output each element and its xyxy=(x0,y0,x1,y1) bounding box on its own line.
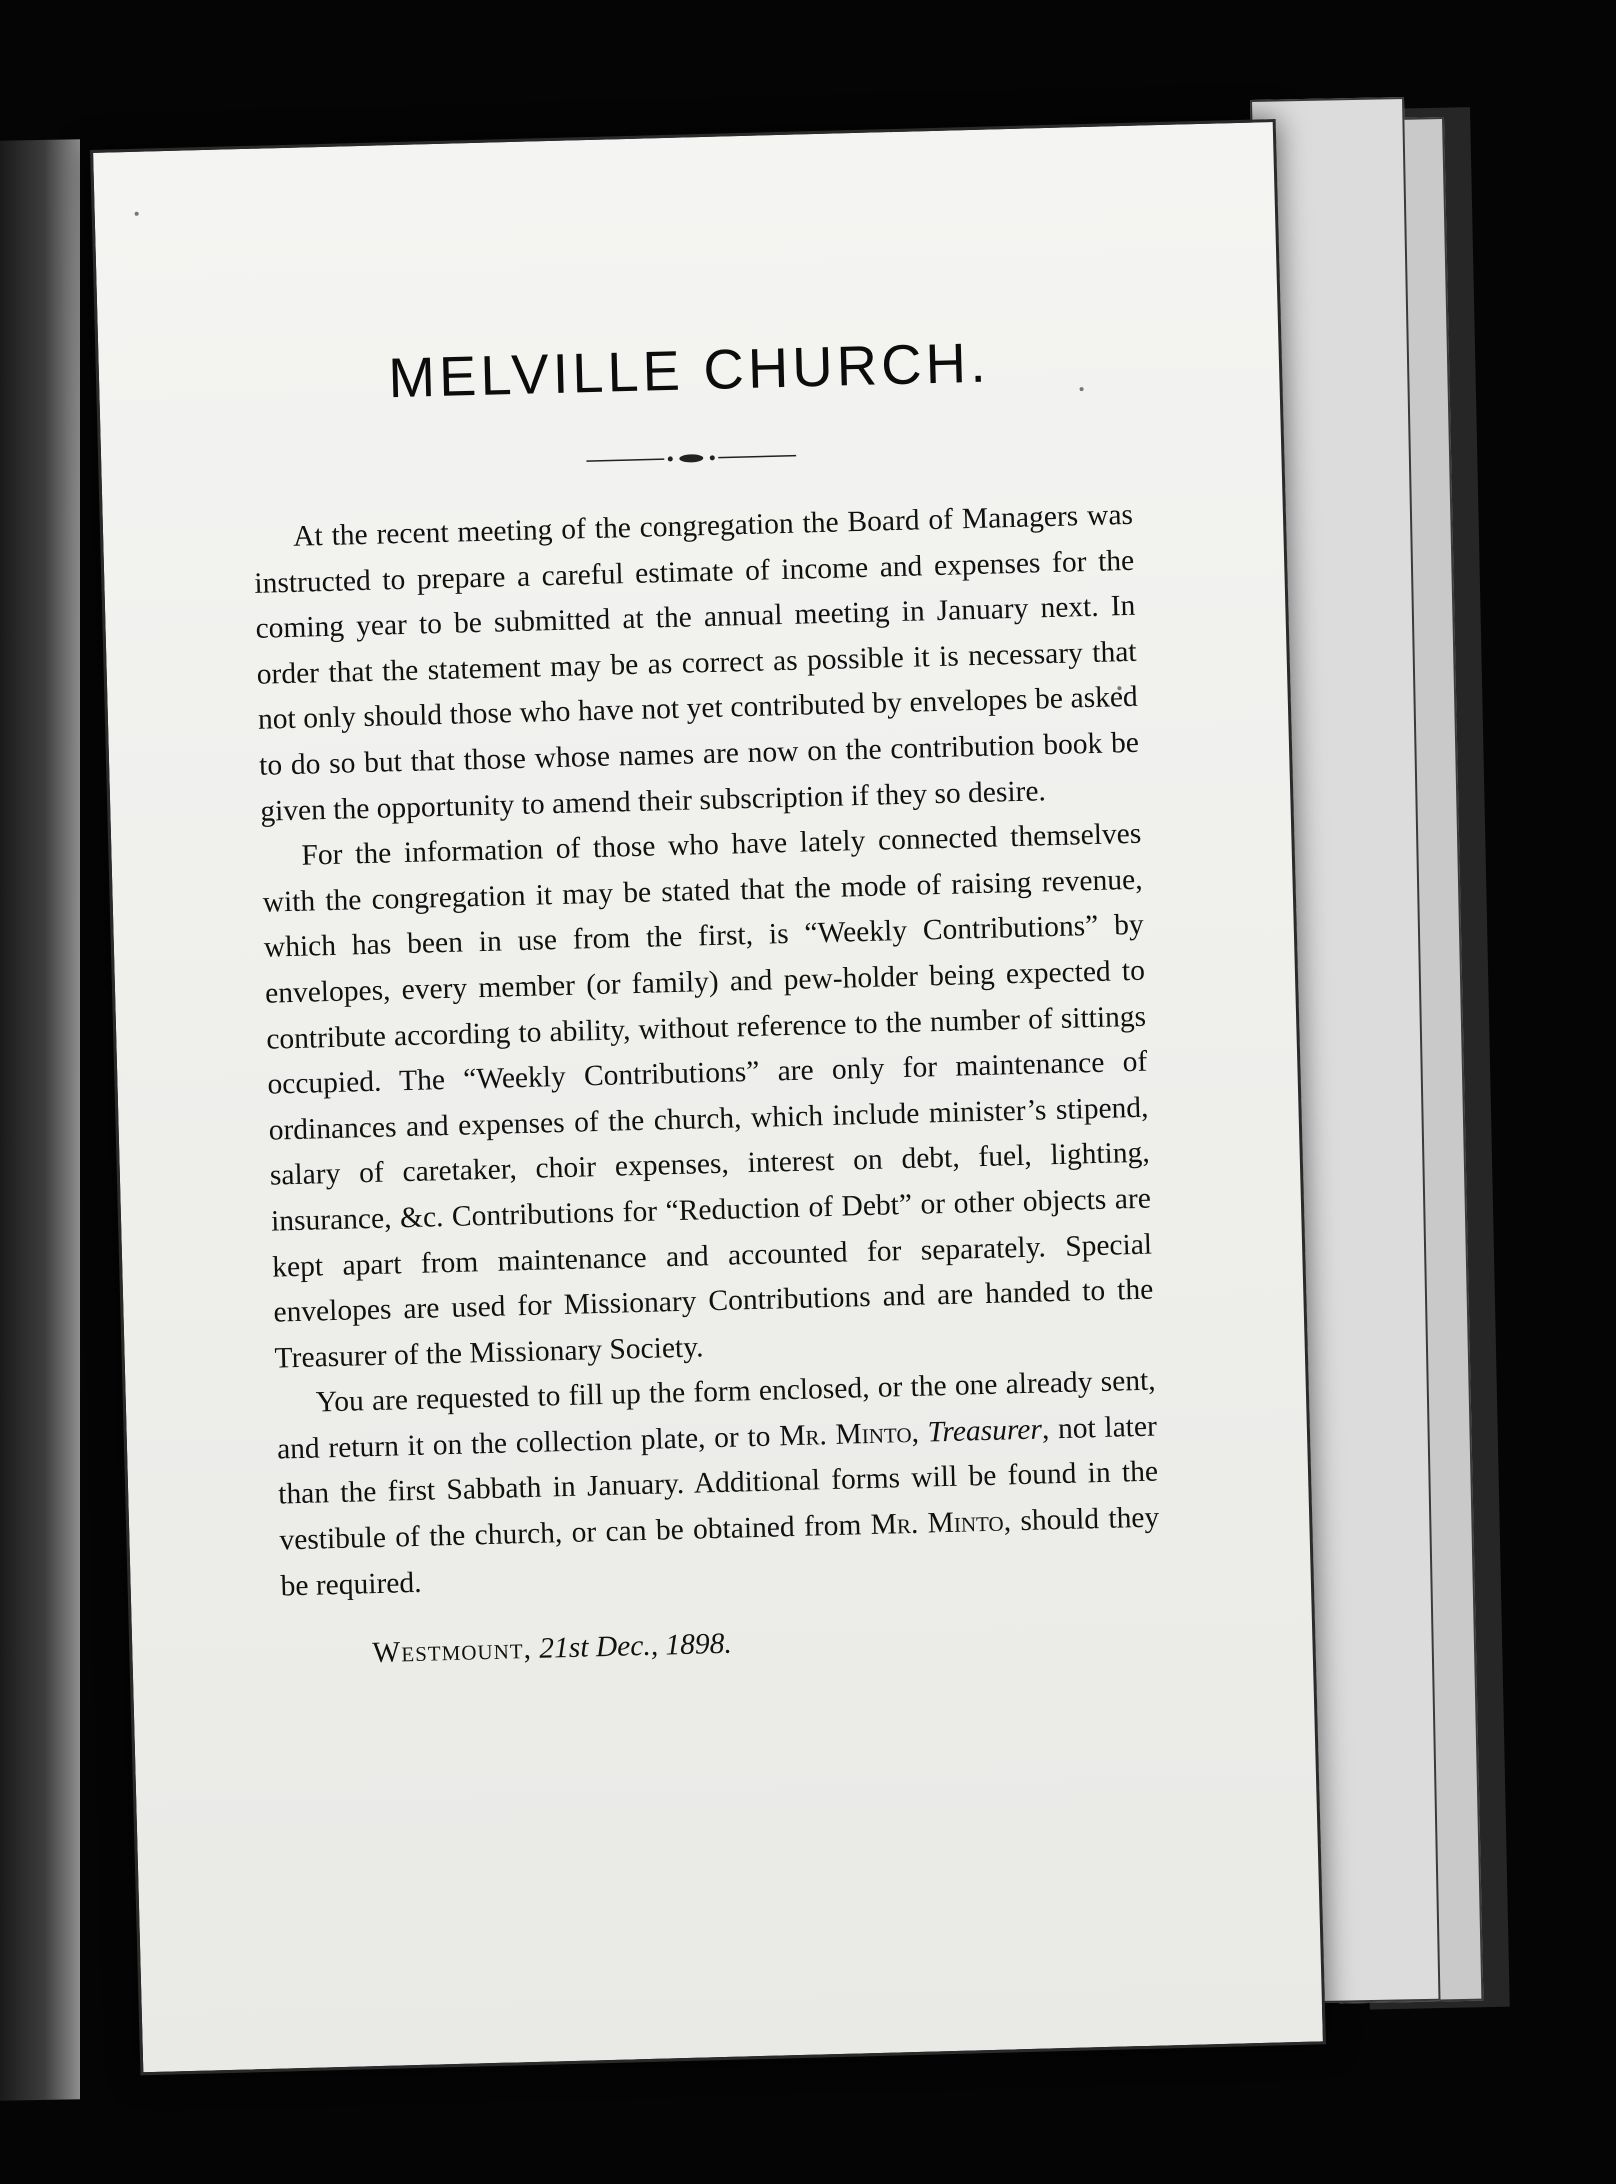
treasurer-title: Treasurer xyxy=(927,1413,1043,1449)
dateline-place: Westmount, xyxy=(372,1633,533,1670)
document-title: MELVILLE CHURCH. xyxy=(387,330,991,410)
paragraph-request: You are requested to fill up the form enclosed, or the one already sent, and return it on the collection plate, or to Mr. Minto, Treasurer, not later than the first Sabbath in January. Additional forms will be found in the vestibule of the church, or can be obtained from Mr. Minto, should they be required. xyxy=(276,1364,1160,1603)
request-text-2: not later than the first Sabbath in January. Additional forms will be found in the vestibule of the church, or can be obtained from xyxy=(277,1410,1159,1557)
treasurer-name: Mr. Minto xyxy=(778,1416,912,1453)
paragraph-estimate: At the recent meeting of the congregation the Board of Managers was instructed to prepare a careful estimate of income and expenses for the coming year to be submitted at the annual meeting in January next. In order that the statement may be as correct as possible it is necessary that not only should those who have not yet contributed by envelopes be asked to do so but that those whose names are now on the contribution book be given the opportunity to amend their subscription if they so desire. xyxy=(253,498,1140,828)
document-body xyxy=(248,326,1162,1676)
paragraph-revenue: For the information of those who have lately connected themselves with the congregation it may be stated that the mode of raising revenue, which has been in use from the first, is “Weekly Contributions” by envelopes, every member (or family) and pew-holder being expected to contribute according to ability, without reference to the number of sittings occupied. The “Weekly Contributions” are only for maintenance of ordinances and expenses of the church, which include minister’s stipend, salary of caretaker, choir expenses, interest on debt, fuel, lighting, insurance, &c. Contributions for “Reduction of Debt” or other objects are kept apart from maintenance and accounted for separately. Special envelopes are used for Missionary Contributions and are handed to the Treasurer of the Missionary Society. xyxy=(262,817,1154,1375)
dateline-date: 21st Dec., 1898. xyxy=(538,1627,733,1665)
treasurer-name-repeat: Mr. Minto xyxy=(870,1505,1005,1542)
left-page-edge xyxy=(0,139,80,2100)
document-page xyxy=(90,119,1326,2075)
dateline xyxy=(282,1613,1163,1676)
title-ornament xyxy=(586,448,796,469)
request-text-3: , should they be required. xyxy=(280,1501,1160,1603)
paper-speck xyxy=(135,212,139,216)
request-text-1: You are requested to fill up the form enclosed, or the one already sent, and return it on the collection plate, or to xyxy=(276,1364,1157,1466)
